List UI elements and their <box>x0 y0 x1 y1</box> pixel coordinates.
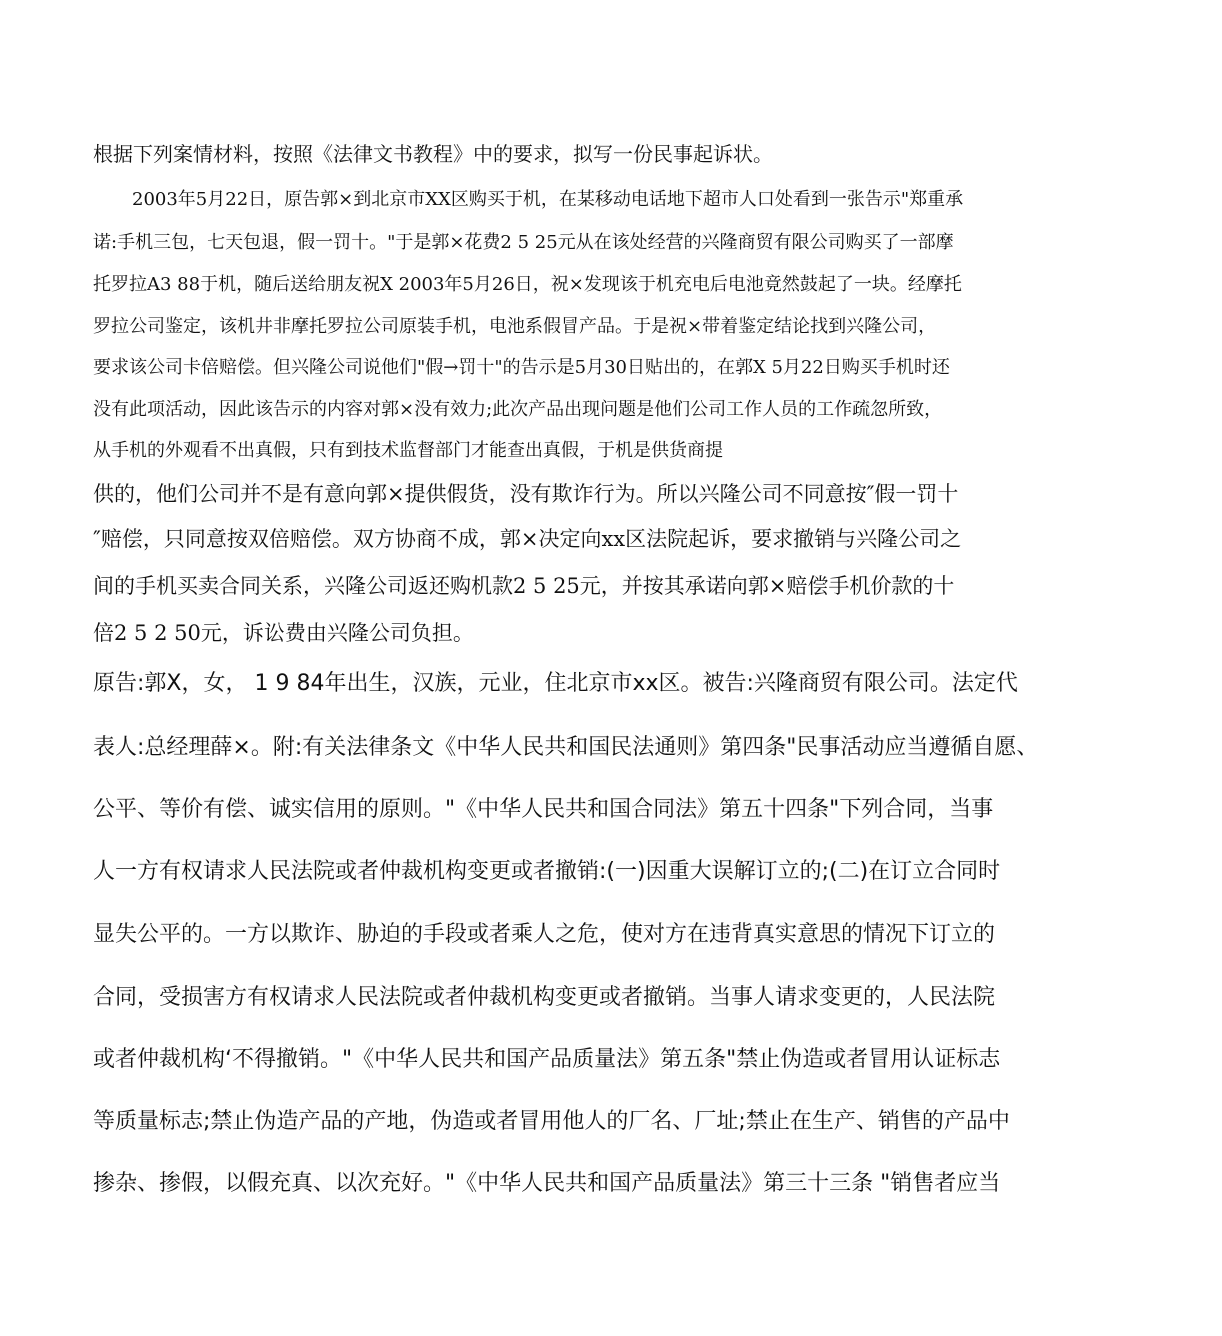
continuation-line: 倍2 5 2 50元，诉讼费由兴隆公司负担。 <box>93 621 474 645</box>
continuation-line: 供的，他们公司并不是有意向郭×提供假货，没有欺诈行为。所以兴隆公司不同意按″假一罚十 <box>93 482 959 506</box>
intro-instruction: 根据下列案情材料，按照《法律文书教程》中的要求，拟写一份民事起诉状。 <box>93 142 773 166</box>
parties-line: 表人:总经理薛×。附:有关法律条文《中华人民共和国民法通则》第四条"民事活动应当遵循自愿、 <box>93 735 1039 760</box>
continuation-line: ″赔偿，只同意按双倍赔偿。双方协商不成，郭×决定向xx区法院起诉，要求撤销与兴隆公司之 <box>93 527 962 551</box>
facts-line: 托罗拉A3 88于机，随后送给朋友祝X 2003年5月26日，祝×发现该于机充电后电池竟然鼓起了一块。经摩托 <box>93 274 962 295</box>
parties-line: 原告:郭X，女， 1 9 84年出生，汉族，元业，住北京市xx区。被告:兴隆商贸有限公司。法定代 <box>93 671 1018 696</box>
facts-line: 罗拉公司鉴定，该机井非摩托罗拉公司原装手机，电池系假冒产品。于是祝×带着鉴定结论找到兴隆公司， <box>93 316 937 337</box>
parties-line: 人一方有权请求人民法院或者仲裁机构变更或者撤销:(一)因重大误解订立的;(二)在订立合同时 <box>93 859 1001 884</box>
facts-line: 没有此项活动，因此该告示的内容对郭×没有效力;此次产品出现问题是他们公司工作人员的工作疏忽所致， <box>93 399 943 420</box>
continuation-line: 间的手机买卖合同关系，兴隆公司返还购机款2 5 25元，并按其承诺向郭×赔偿手机价款的十 <box>93 574 955 598</box>
parties-line: 掺杂、掺假，以假充真、以次充好。"《中华人民共和国产品质量法》第三十三条 "销售者应当 <box>93 1171 1001 1196</box>
parties-line: 公平、等价有偿、诚实信用的原则。"《中华人民共和国合同法》第五十四条"下列合同，当事 <box>93 797 994 822</box>
facts-line: 要求该公司卡倍赔偿。但兴隆公司说他们"假→罚十"的告示是5月30日贴出的，在郭X 5月22日购买手机时还 <box>93 357 950 378</box>
facts-line: 2003年5月22日，原告郭×到北京市XX区购买于机，在某移动电话地下超市人口处看到一张告示"郑重承 <box>132 189 964 210</box>
facts-line: 诺:手机三包，七天包退，假一罚十。"于是郭×花费2 5 25元从在该处经营的兴隆商贸有限公司购买了一部摩 <box>93 232 954 253</box>
parties-line: 等质量标志;禁止伪造产品的产地，伪造或者冒用他人的厂名、厂址;禁止在生产、销售的产品中 <box>93 1109 1010 1134</box>
parties-line: 或者仲裁机构‘不得撤销。"《中华人民共和国产品质量法》第五条"禁止伪造或者冒用认证标志 <box>93 1047 1001 1072</box>
parties-line: 合同，受损害方有权请求人民法院或者仲裁机构变更或者撤销。当事人请求变更的，人民法院 <box>93 985 996 1010</box>
facts-line: 从手机的外观看不出真假，只有到技术监督部门才能查出真假，于机是供货商提 <box>93 440 723 461</box>
parties-line: 显失公平的。一方以欺诈、胁迫的手段或者乘人之危，使对方在违背真实意思的情况下订立的 <box>93 922 996 947</box>
